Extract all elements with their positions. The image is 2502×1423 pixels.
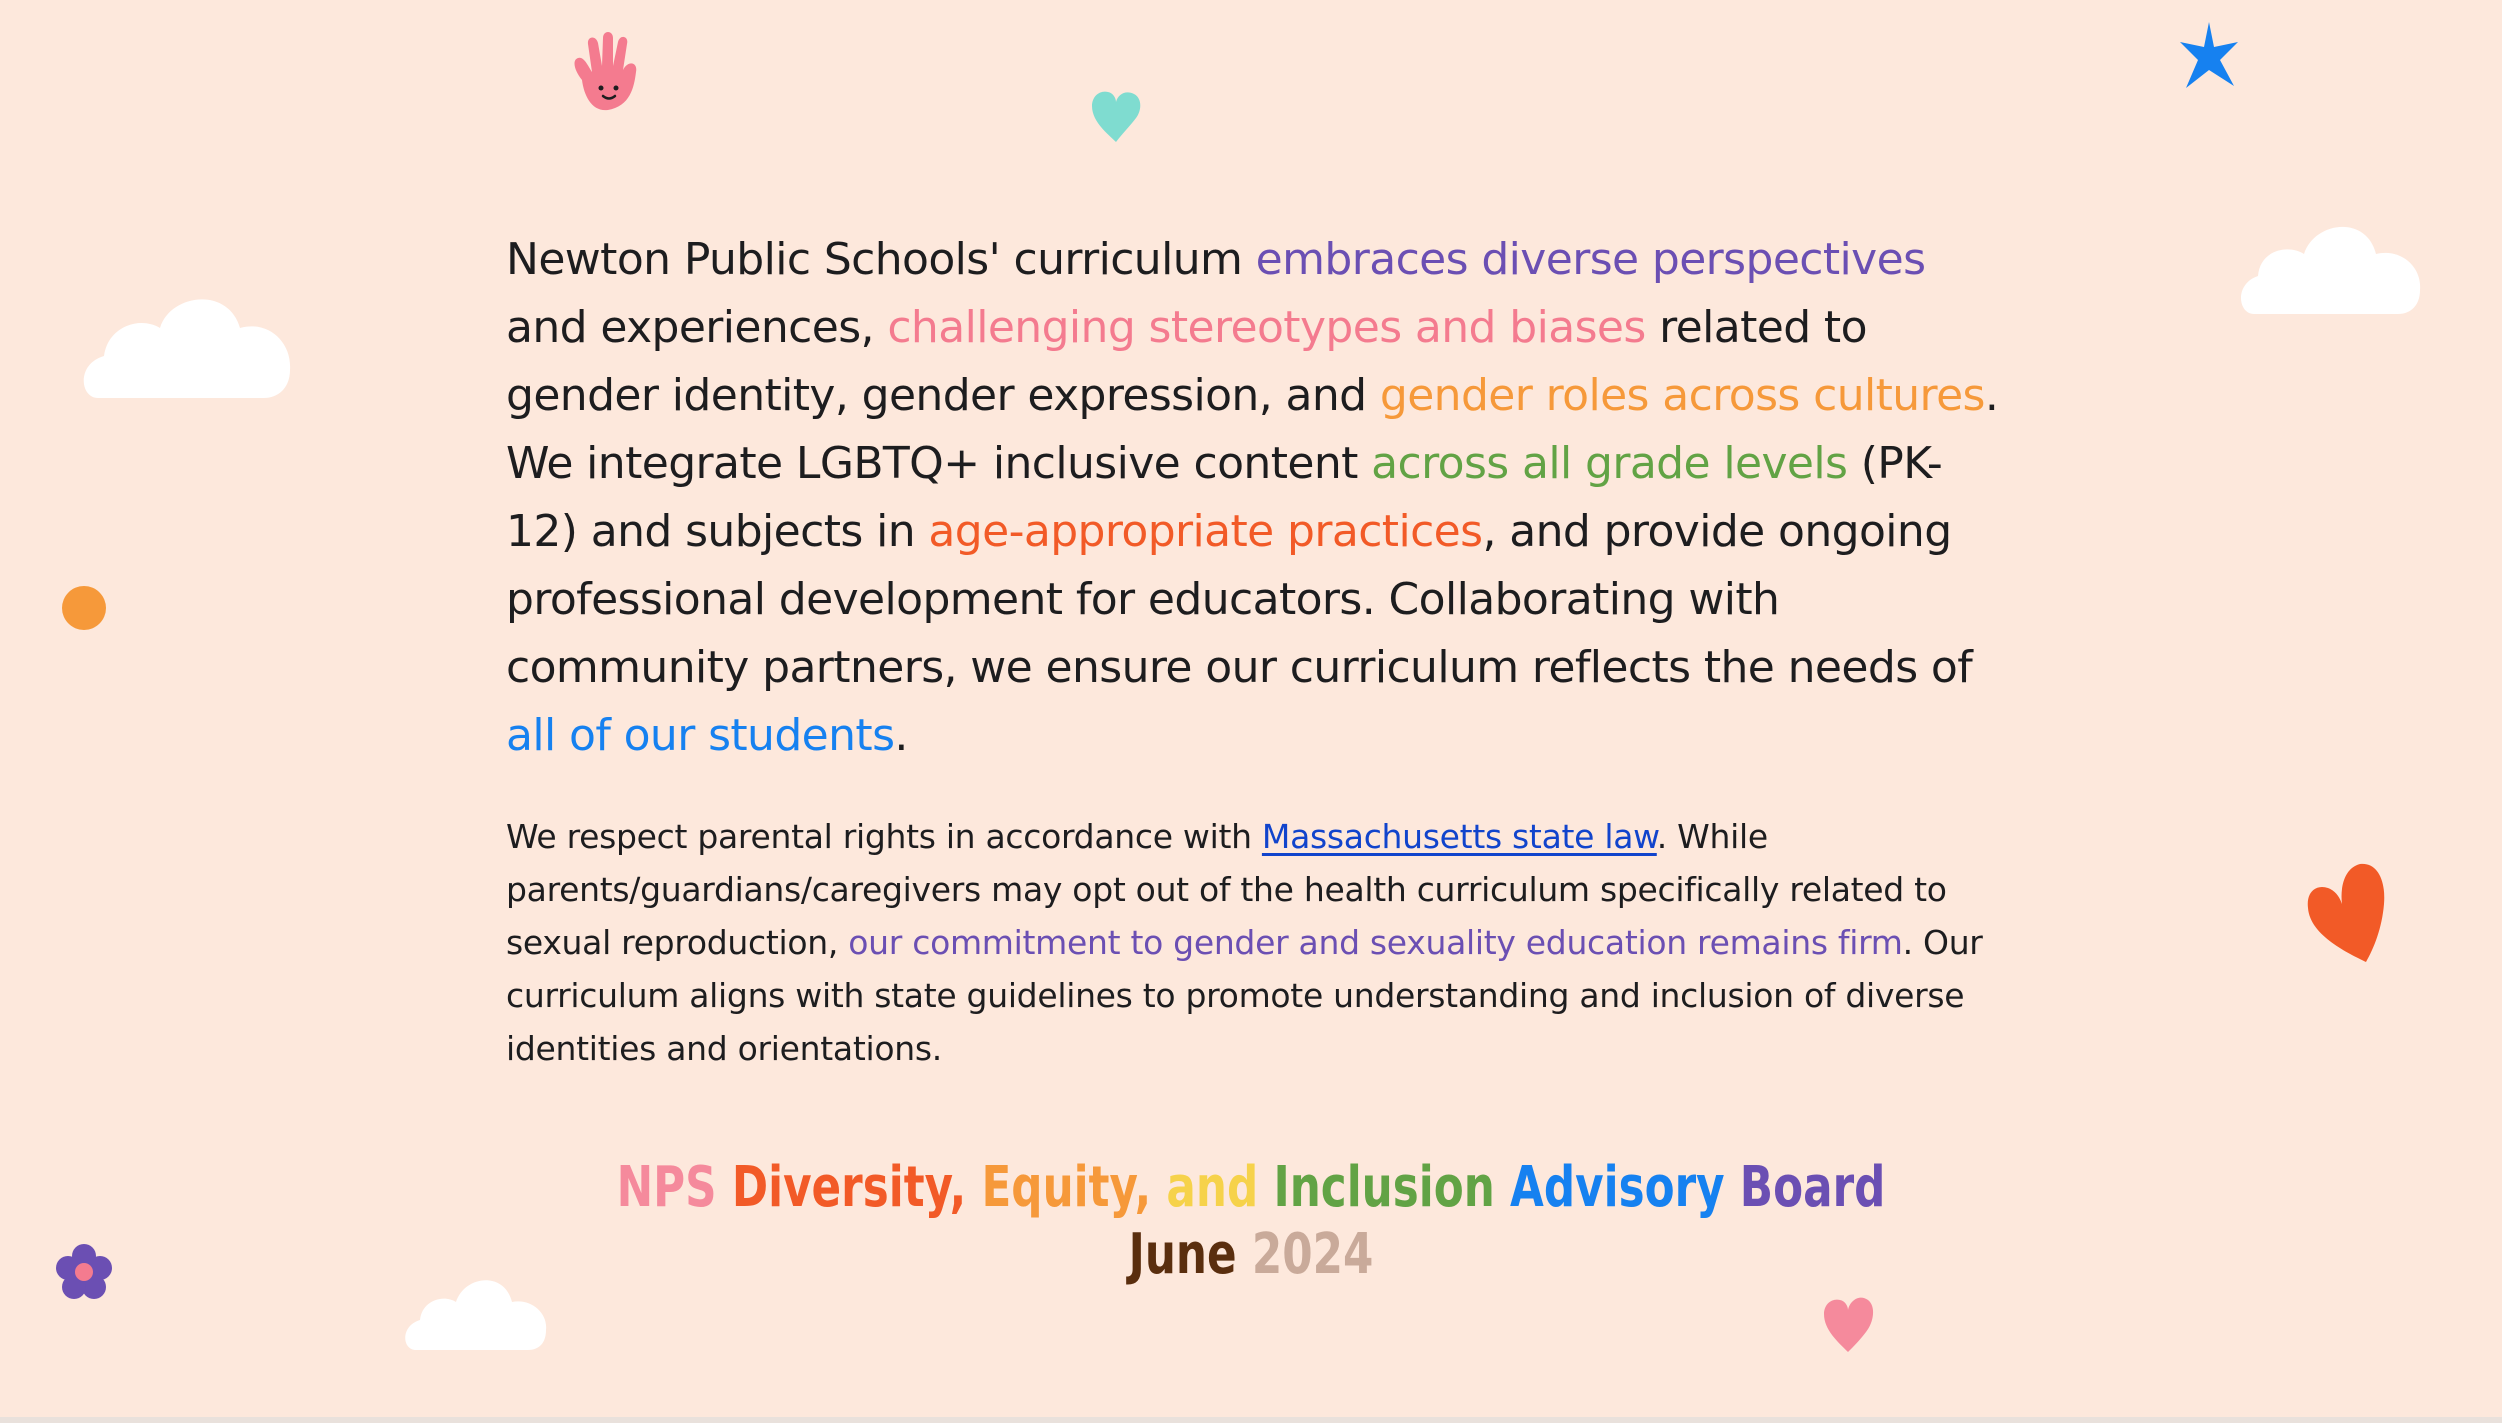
signature-board-name — [275, 1155, 2227, 1221]
signature-word: Board — [1739, 1155, 1886, 1220]
red-heart-icon — [2300, 858, 2390, 966]
parental-rights-middle: . While parents/guardians/caregivers may opt out of the health curriculum specifically related to sexual reproduction, — [506, 817, 1947, 962]
curriculum-statement — [506, 226, 2006, 770]
signature-word: NPS — [616, 1155, 732, 1220]
blue-star-icon — [2176, 20, 2242, 92]
statement-segment: related to gender identity, gender expression, and — [506, 302, 1867, 421]
teal-heart-icon — [1088, 86, 1144, 144]
signature-word: Advisory — [1510, 1155, 1740, 1220]
statement-highlight-grade-levels: across all grade levels — [1371, 438, 1848, 489]
signature-word: Equity, — [981, 1155, 1167, 1220]
signature-word: and — [1166, 1155, 1274, 1220]
massachusetts-state-law-link[interactable]: Massachusetts state law — [1261, 817, 1657, 856]
statement-highlight-diverse-perspectives: embraces diverse perspectives — [1255, 234, 1926, 285]
waving-hand-icon — [568, 30, 644, 114]
signature-word: Diversity, — [731, 1155, 982, 1220]
signature-month: June — [1128, 1222, 1252, 1287]
pink-heart-icon — [1820, 1292, 1878, 1354]
parental-rights-intro: We respect parental rights in accordance with — [506, 817, 1262, 856]
cloud-right — [2236, 210, 2422, 314]
statement-highlight-age-appropriate: age-appropriate practices — [928, 506, 1483, 557]
statement-highlight-all-students: all of our students — [506, 710, 895, 761]
orange-dot — [62, 586, 106, 630]
statement-segment: . — [894, 710, 908, 761]
statement-segment: Newton Public Schools' curriculum — [506, 234, 1256, 285]
signature-date — [275, 1222, 2227, 1288]
parental-rights-ending: . Our curriculum aligns with state guidelines to promote understanding and inclusion of diverse identities and orientations. — [506, 923, 1983, 1068]
statement-segment: and experiences, — [506, 302, 888, 353]
flower-icon — [54, 1242, 114, 1302]
page-bottom-border — [0, 1417, 2502, 1423]
parental-rights-highlight: our commitment to gender and sexuality education remains firm — [848, 923, 1903, 962]
statement-segment: . We integrate LGBTQ+ inclusive content — [506, 370, 1999, 489]
statement-highlight-gender-roles: gender roles across cultures — [1379, 370, 1985, 421]
cloud-left — [78, 280, 294, 398]
statement-highlight-stereotypes: challenging stereotypes and biases — [887, 302, 1646, 353]
parental-rights-paragraph — [506, 810, 2006, 1075]
statement-segment: (PK-12) and subjects in — [506, 438, 1943, 557]
signature-year: 2024 — [1251, 1222, 1374, 1287]
signature-word: Inclusion — [1273, 1155, 1511, 1220]
statement-segment: , and provide ongoing professional development for educators. Collaborating with community partners, we ensure our curriculum reflects the needs of — [506, 506, 1973, 693]
